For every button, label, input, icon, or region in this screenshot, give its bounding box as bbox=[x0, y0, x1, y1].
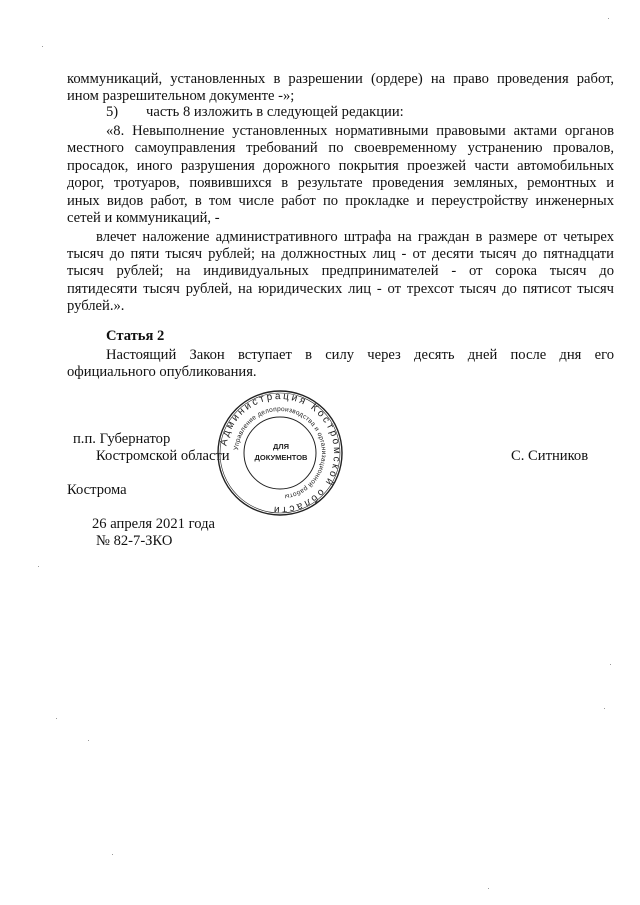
signatory-title: п.п. Губернатор bbox=[73, 431, 171, 447]
body-line-4: «8. Невыполнение установленных нормативными правовыми актами органов bbox=[106, 123, 614, 139]
law-date: 26 апреля 2021 года bbox=[92, 516, 215, 532]
scan-speck bbox=[604, 708, 605, 709]
list-item-text: часть 8 изложить в следующей редакции: bbox=[146, 104, 404, 120]
body-line-1: коммуникаций, установленных в разрешении (ордере) на право проведения работ, bbox=[67, 71, 614, 87]
signatory-region: Костромской области bbox=[96, 448, 230, 464]
article-text-line-2: официального опубликования. bbox=[67, 364, 257, 380]
scan-speck bbox=[112, 854, 113, 855]
body-line-6: просадок, иного разрушения дорожного покрытия проезжей части автомобильных bbox=[67, 158, 614, 174]
body-line-7: дорог, тротуаров, появившихся в результате проведения земляных, ремонтных и bbox=[67, 175, 614, 191]
law-number: № 82-7-ЗКО bbox=[96, 533, 173, 549]
body-line-12: тысяч рублей; на индивидуальных предпринимателей - от сорока тысяч до bbox=[67, 263, 614, 279]
body-line-13: пятидесяти тысяч рублей, на юридических лиц - от трехсот тысяч до пятисот тысяч bbox=[67, 281, 614, 297]
seal-center-line-2: ДОКУМЕНТОВ bbox=[254, 453, 308, 462]
seal-inner-text: Управление делопроизводства и организационной работы bbox=[233, 405, 328, 500]
scan-speck bbox=[42, 46, 43, 47]
body-line-10: влечет наложение административного штрафа на граждан в размере от четырех bbox=[96, 229, 614, 245]
seal-center-line-1: ДЛЯ bbox=[273, 442, 289, 451]
scan-speck bbox=[38, 566, 39, 567]
body-line-14: рублей.». bbox=[67, 298, 125, 314]
signatory-name: С. Ситников bbox=[511, 448, 589, 464]
scan-speck bbox=[488, 888, 489, 889]
city: Кострома bbox=[67, 482, 127, 498]
body-line-2: ином разрешительном документе -»; bbox=[67, 88, 295, 104]
article-heading: Статья 2 bbox=[106, 328, 165, 344]
body-line-11: тысяч до пяти тысяч рублей; на должностных лиц - от десяти тысяч до пятнадцати bbox=[67, 246, 614, 262]
scan-speck bbox=[610, 664, 611, 665]
body-line-8: иных видов работ, в том числе работ по прокладке и переустройству инженерных bbox=[67, 193, 614, 209]
scan-speck bbox=[88, 740, 89, 741]
body-line-9: сетей и коммуникаций, - bbox=[67, 210, 220, 226]
article-text-line-1: Настоящий Закон вступает в силу через десять дней после дня его bbox=[106, 347, 614, 363]
list-item-number: 5) bbox=[106, 104, 119, 120]
scan-speck bbox=[608, 18, 609, 19]
official-seal bbox=[215, 388, 345, 518]
scan-speck bbox=[56, 718, 57, 719]
seal-outer-text: Администрация Костромской области bbox=[218, 390, 343, 516]
body-line-5: местного самоуправления требований по своевременному устранению провалов, bbox=[67, 140, 614, 156]
